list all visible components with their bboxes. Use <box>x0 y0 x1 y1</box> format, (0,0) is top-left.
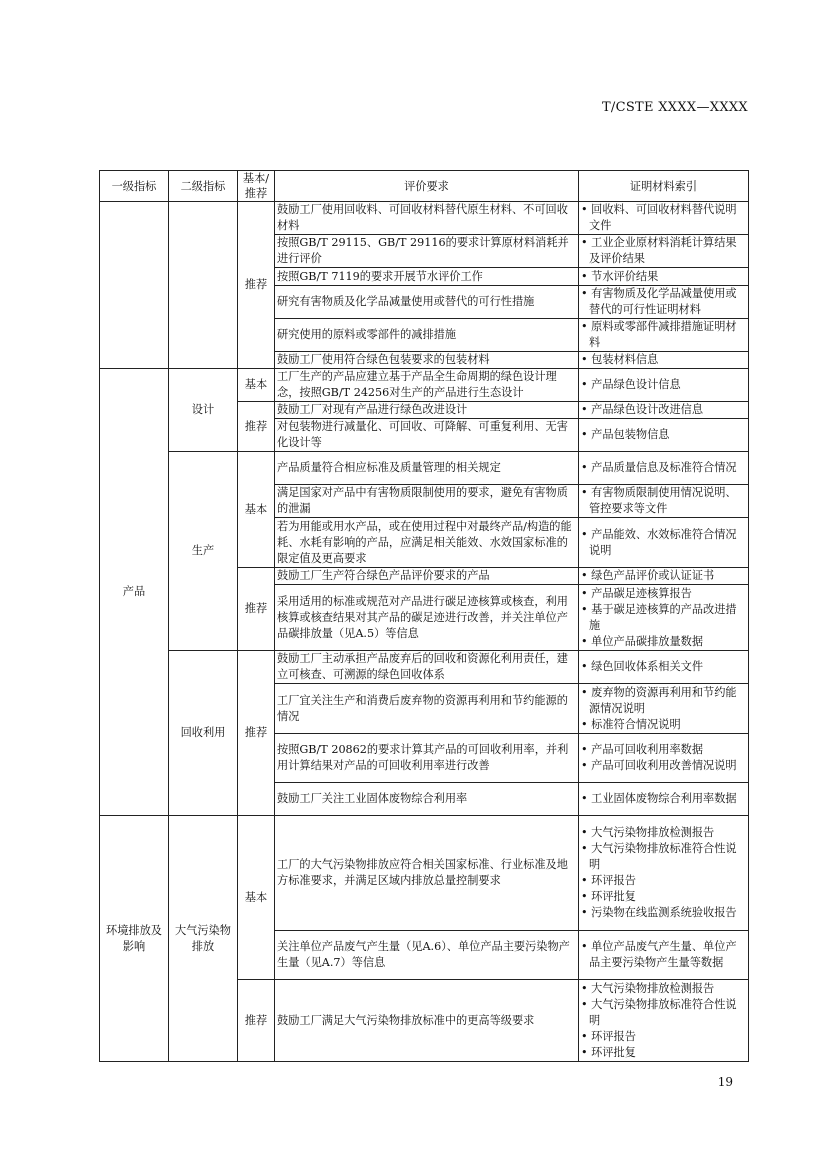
evidence-item: • 包装材料信息 <box>581 352 746 368</box>
evidence-cell <box>579 352 749 369</box>
evidence-cell <box>579 783 749 816</box>
evidence-cell <box>579 651 749 684</box>
col-header-evidence: 证明材料索引 <box>579 171 749 202</box>
evidence-cell <box>579 235 749 268</box>
evidence-item: • 产品能效、水效标准符合情况说明 <box>581 527 746 559</box>
col-header-level2: 二级指标 <box>169 171 238 202</box>
evidence-item: • 单位产品碳排放量数据 <box>581 634 746 650</box>
evidence-item: • 环评报告 <box>581 1029 746 1045</box>
evidence-cell <box>579 684 749 734</box>
evidence-list <box>581 825 746 921</box>
requirement-cell: 若为用能或用水产品，或在使用过程中对最终产品/构造的能耗、水耗有影响的产品，应满足相关能效、水效国家标准的限定值及更高要求 <box>275 518 579 568</box>
evidence-cell <box>579 980 749 1062</box>
evidence-list <box>581 460 746 476</box>
evidence-list <box>581 981 746 1061</box>
requirement-cell: 鼓励工厂对现有产品进行绿色改进设计 <box>275 402 579 419</box>
table-row <box>100 816 749 931</box>
requirement-cell: 研究使用的原料或零部件的减排措施 <box>275 319 579 352</box>
basic-cell: 基本 <box>238 369 275 402</box>
col-header-basic-recommend: 基本/推荐 <box>238 171 275 202</box>
evidence-cell <box>579 734 749 783</box>
table-row <box>100 202 749 235</box>
evidence-item: • 产品质量信息及标准符合情况 <box>581 460 746 476</box>
evidence-list <box>581 659 746 675</box>
evidence-list <box>581 568 746 584</box>
requirement-cell: 工厂生产的产品应建立基于产品全生命周期的绿色设计理念，按照GB/T 24256对生产的产品进行生态设计 <box>275 369 579 402</box>
requirement-cell: 鼓励工厂满足大气污染物排放标准中的更高等级要求 <box>275 980 579 1062</box>
requirement-cell: 研究有害物质及化学品减量使用或替代的可行性措施 <box>275 286 579 319</box>
evidence-item: • 节水评价结果 <box>581 269 746 285</box>
evidence-cell <box>579 931 749 980</box>
document-code: T/CSTE XXXX—XXXX <box>601 100 748 115</box>
level2-cell-empty <box>169 202 238 369</box>
level2-recycle: 回收利用 <box>169 651 238 816</box>
evidence-item: • 大气污染物排放标准符合性说明 <box>581 841 746 873</box>
col-header-level1: 一级指标 <box>100 171 169 202</box>
requirement-cell: 鼓励工厂使用符合绿色包装要求的包装材料 <box>275 352 579 369</box>
basic-cell: 基本 <box>238 816 275 980</box>
evidence-list <box>581 235 746 267</box>
level2-design: 设计 <box>169 369 238 452</box>
evidence-cell <box>579 452 749 485</box>
evidence-list <box>581 939 746 971</box>
evidence-item: • 回收料、可回收材料替代说明文件 <box>581 202 746 234</box>
evidence-list <box>581 485 746 517</box>
requirement-cell: 采用适用的标准或规范对产品进行碳足迹核算或核查，利用核算或核查结果对其产品的碳足迹进行改善，并关注单位产品碳排放量（见A.5）等信息 <box>275 585 579 651</box>
level1-environment: 环境排放及影响 <box>100 816 169 1062</box>
evidence-cell <box>579 585 749 651</box>
table-header-row <box>100 171 749 202</box>
requirement-cell: 鼓励工厂使用回收料、可回收材料替代原生材料、不可回收材料 <box>275 202 579 235</box>
requirement-cell: 按照GB/T 29115、GB/T 29116的要求计算原材料消耗并进行评价 <box>275 235 579 268</box>
evidence-cell <box>579 369 749 402</box>
requirement-cell: 按照GB/T 20862的要求计算其产品的可回收利用率，并利用计算结果对产品的可回收利用率进行改善 <box>275 734 579 783</box>
table-row <box>100 452 749 485</box>
recommend-cell: 推荐 <box>238 980 275 1062</box>
evidence-list <box>581 791 746 807</box>
evidence-item: • 大气污染物排放检测报告 <box>581 981 746 997</box>
requirement-cell: 工厂的大气污染物排放应符合相关国家标准、行业标准及地方标准要求，并满足区域内排放总量控制要求 <box>275 816 579 931</box>
evidence-item: • 环评批复 <box>581 1045 746 1061</box>
evaluation-table <box>99 170 749 1062</box>
table-row <box>100 651 749 684</box>
recommend-cell: 推荐 <box>238 402 275 452</box>
evidence-item: • 大气污染物排放检测报告 <box>581 825 746 841</box>
evidence-item: • 废弃物的资源再利用和节约能源情况说明 <box>581 685 746 717</box>
evidence-list <box>581 427 746 443</box>
recommend-cell: 推荐 <box>238 651 275 816</box>
evidence-item: • 环评报告 <box>581 873 746 889</box>
evidence-item: • 污染物在线监测系统验收报告 <box>581 905 746 921</box>
evidence-item: • 产品可回收利用改善情况说明 <box>581 758 746 774</box>
evidence-list <box>581 269 746 285</box>
level1-cell-empty <box>100 202 169 369</box>
level2-production: 生产 <box>169 452 238 651</box>
evidence-list <box>581 685 746 733</box>
evidence-cell <box>579 402 749 419</box>
evidence-cell <box>579 202 749 235</box>
evidence-cell <box>579 518 749 568</box>
requirement-cell: 鼓励工厂关注工业固体废物综合利用率 <box>275 783 579 816</box>
evidence-list <box>581 352 746 368</box>
evidence-list <box>581 586 746 650</box>
col-header-requirement: 评价要求 <box>275 171 579 202</box>
evidence-list <box>581 377 746 393</box>
table-row <box>100 369 749 402</box>
evidence-list <box>581 402 746 418</box>
level1-product: 产品 <box>100 369 169 816</box>
evidence-item: • 工业固体废物综合利用率数据 <box>581 791 746 807</box>
evidence-list <box>581 527 746 559</box>
evidence-cell <box>579 816 749 931</box>
page-number: 19 <box>717 1075 733 1089</box>
evidence-list <box>581 319 746 351</box>
requirement-cell: 鼓励工厂主动承担产品废弃后的回收和资源化利用责任，建立可核查、可溯源的绿色回收体系 <box>275 651 579 684</box>
recommend-cell: 推荐 <box>238 202 275 369</box>
evidence-cell <box>579 485 749 518</box>
requirement-cell: 按照GB/T 7119的要求开展节水评价工作 <box>275 268 579 286</box>
requirement-cell: 对包装物进行减量化、可回收、可降解、可重复利用、无害化设计等 <box>275 419 579 452</box>
evidence-item: • 有害物质及化学品减量使用或替代的可行性证明材料 <box>581 286 746 318</box>
evidence-item: • 产品绿色设计信息 <box>581 377 746 393</box>
requirement-cell: 鼓励工厂生产符合绿色产品评价要求的产品 <box>275 568 579 585</box>
evidence-item: • 单位产品废气产生量、单位产品主要污染物产生量等数据 <box>581 939 746 971</box>
evidence-item: • 大气污染物排放标准符合性说明 <box>581 997 746 1029</box>
evidence-list <box>581 202 746 234</box>
evidence-item: • 产品碳足迹核算报告 <box>581 586 746 602</box>
level2-air-pollutant: 大气污染物排放 <box>169 816 238 1062</box>
evidence-item: • 产品包装物信息 <box>581 427 746 443</box>
requirement-cell: 满足国家对产品中有害物质限制使用的要求，避免有害物质的泄漏 <box>275 485 579 518</box>
evidence-item: • 产品可回收利用率数据 <box>581 742 746 758</box>
evidence-item: • 绿色回收体系相关文件 <box>581 659 746 675</box>
evidence-item: • 原料或零部件减排措施证明材料 <box>581 319 746 351</box>
evidence-item: • 标准符合情况说明 <box>581 717 746 733</box>
evidence-list <box>581 742 746 774</box>
requirement-cell: 关注单位产品废气产生量（见A.6）、单位产品主要污染物产生量（见A.7）等信息 <box>275 931 579 980</box>
basic-cell: 基本 <box>238 452 275 568</box>
requirement-cell: 工厂宜关注生产和消费后废弃物的资源再利用和节约能源的情况 <box>275 684 579 734</box>
evidence-item: • 基于碳足迹核算的产品改进措施 <box>581 602 746 634</box>
evidence-item: • 工业企业原材料消耗计算结果及评价结果 <box>581 235 746 267</box>
evidence-cell <box>579 568 749 585</box>
evidence-cell <box>579 286 749 319</box>
evidence-item: • 产品绿色设计改进信息 <box>581 402 746 418</box>
evidence-item: • 绿色产品评价或认证证书 <box>581 568 746 584</box>
evidence-cell <box>579 419 749 452</box>
evidence-item: • 环评批复 <box>581 889 746 905</box>
evidence-cell <box>579 268 749 286</box>
evidence-list <box>581 286 746 318</box>
recommend-cell: 推荐 <box>238 568 275 651</box>
requirement-cell: 产品质量符合相应标准及质量管理的相关规定 <box>275 452 579 485</box>
evidence-cell <box>579 319 749 352</box>
evidence-item: • 有害物质限制使用情况说明、管控要求等文件 <box>581 485 746 517</box>
